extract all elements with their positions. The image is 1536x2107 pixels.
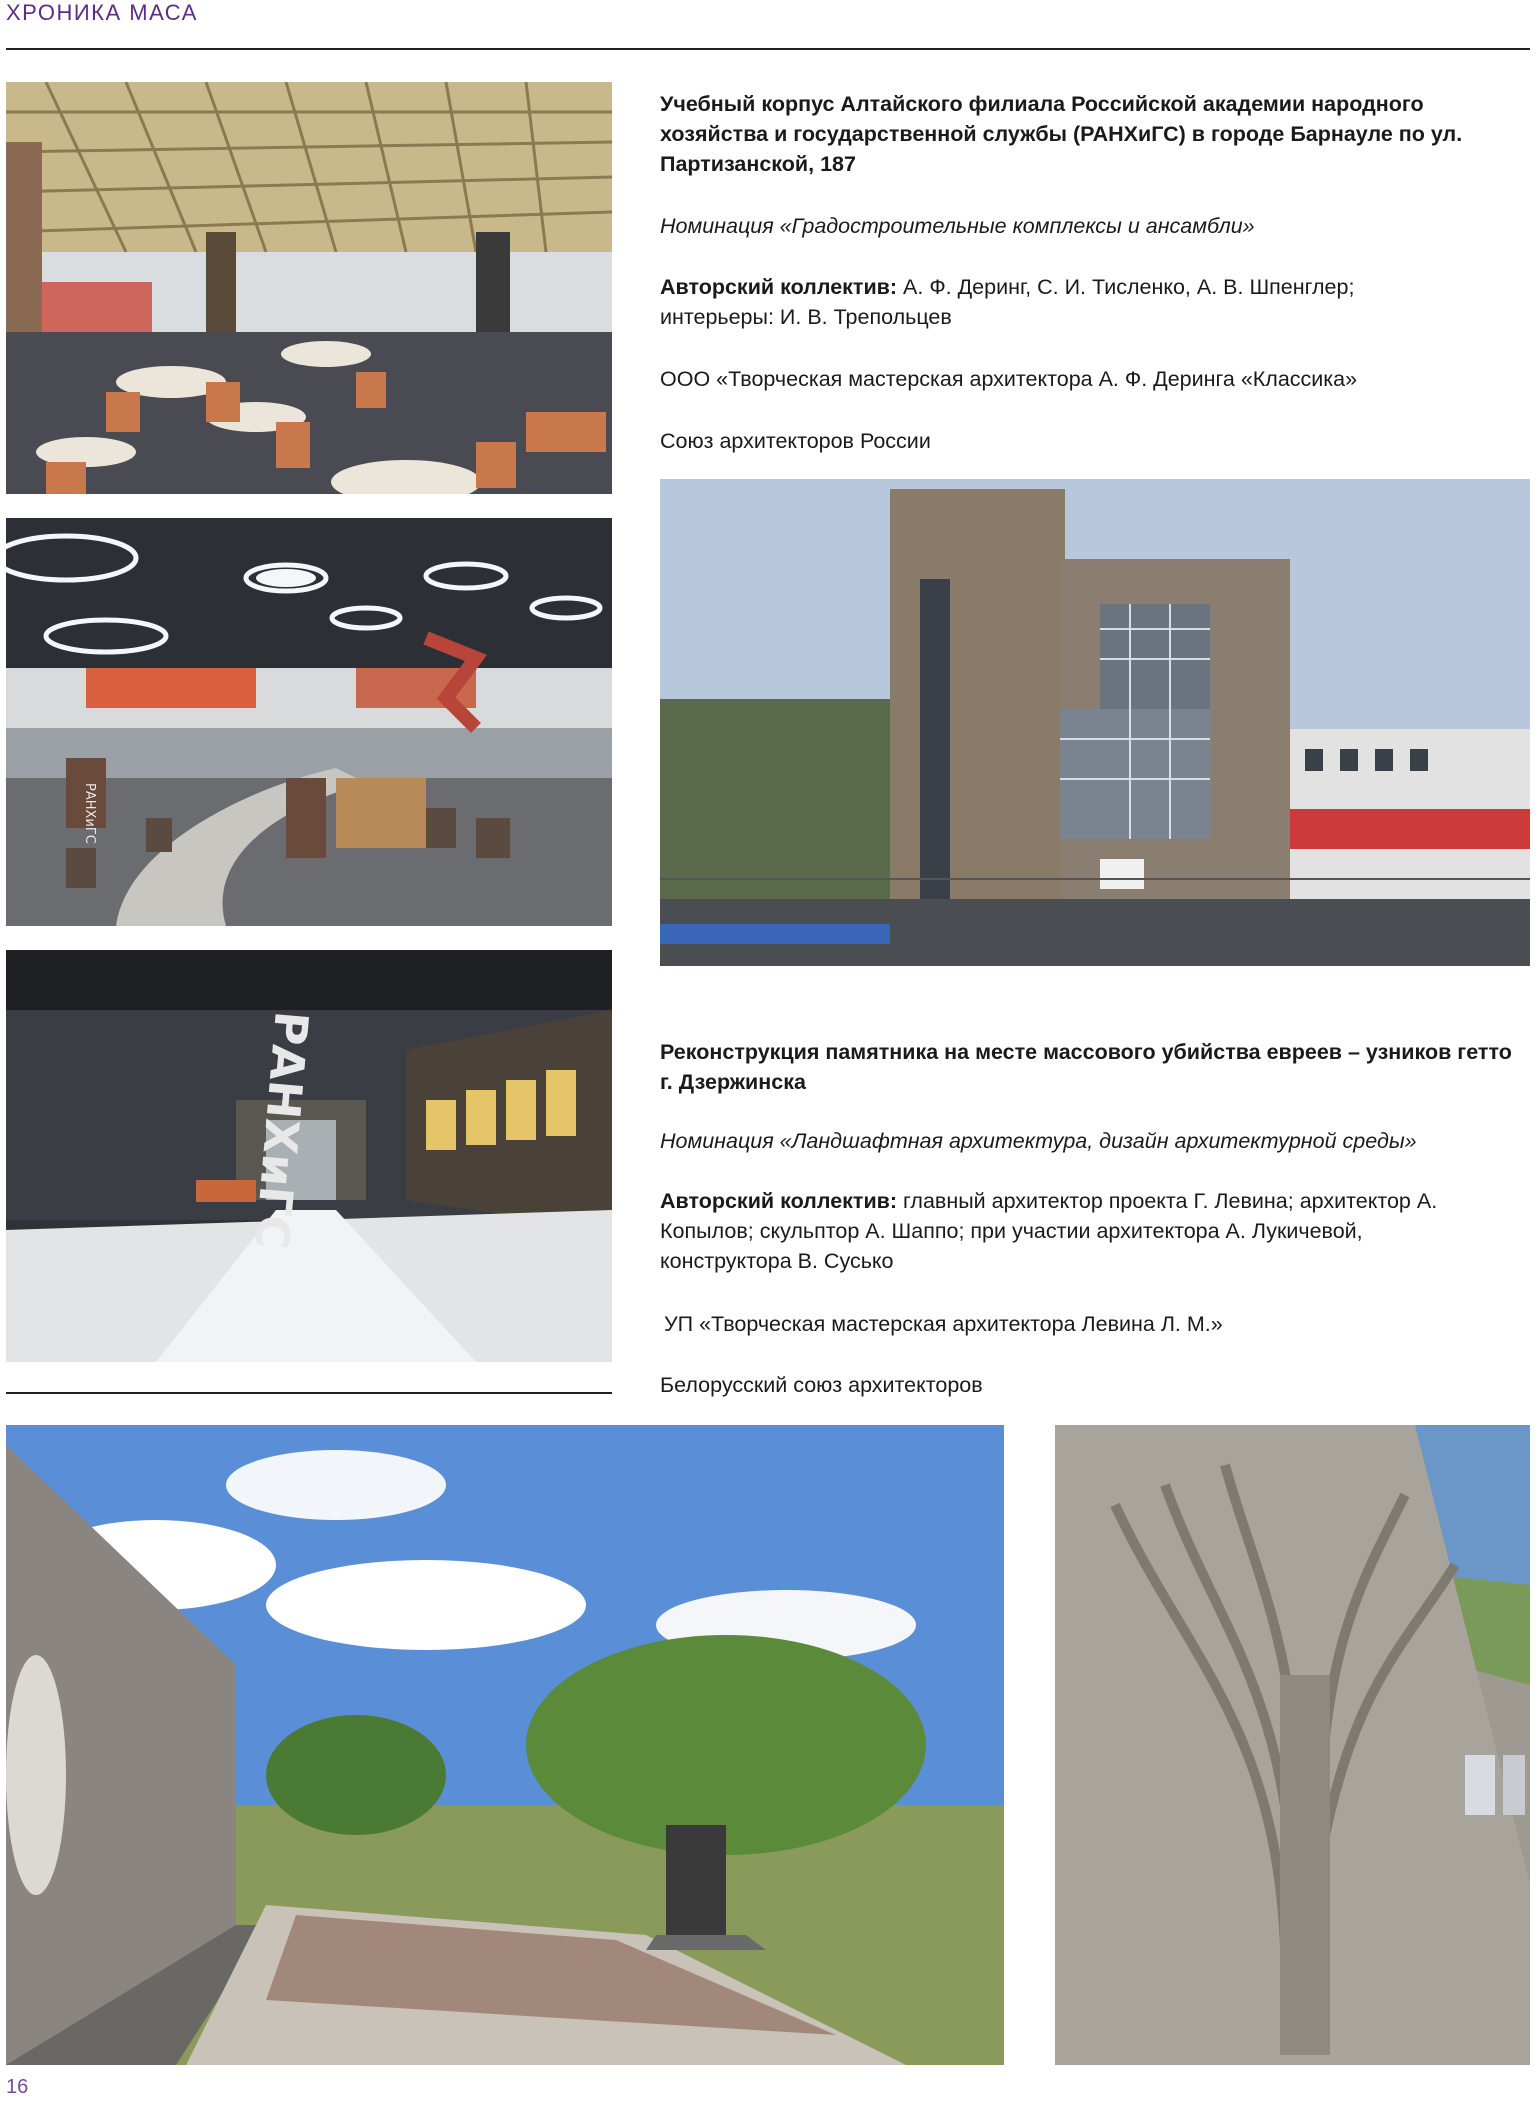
project2-authors — [660, 1186, 1490, 1276]
page-number: 16 — [6, 2076, 29, 2098]
project1-nomination: Номинация «Градостроительные комплексы и ансамбли» — [660, 214, 1255, 238]
project1-organization: ООО «Творческая мастерская архитектора А. Ф. Деринга «Классика» — [660, 367, 1358, 391]
photo-building-exterior — [660, 479, 1530, 966]
photo-memorial-wide — [6, 1425, 1004, 2065]
project2-organization: УП «Творческая мастерская архитектора Левина Л. М.» — [664, 1312, 1223, 1336]
project1-authors-list: А. Ф. Деринг, С. И. Тисленко, А. В. Шпенглер; интерьеры: И. В. Трепольцев — [660, 275, 1355, 329]
project1-authors — [660, 272, 1430, 332]
project1-authors-label: Авторский коллектив: — [660, 275, 898, 299]
project2-title: Реконструкция памятника на месте массового убийства евреев – узников гетто г. Дзержинска — [660, 1040, 1512, 1094]
header-divider — [6, 48, 1530, 50]
photo-memorial-relief — [1055, 1425, 1530, 2065]
photo-cafeteria — [6, 82, 612, 494]
photo-lecture-hall — [6, 518, 612, 926]
lobby-sign: РАНХиГС — [244, 1009, 319, 1252]
bottom-left-divider — [6, 1392, 612, 1394]
section-title: ХРОНИКА МАСА — [6, 0, 198, 25]
project2-authors-label: Авторский коллектив: — [660, 1189, 898, 1213]
project2-union: Белорусский союз архитекторов — [660, 1373, 983, 1397]
project1-title: Учебный корпус Алтайского филиала Российской академии народного хозяйства и государственной службы (РАНХиГС) в городе Барнауле по ул. Партизанской, 187 — [660, 92, 1463, 176]
photo-lobby — [6, 950, 612, 1362]
desk-sign: РАНХиГС — [82, 783, 97, 844]
project1-union: Союз архитекторов России — [660, 429, 931, 453]
project2-authors-list: главный архитектор проекта Г. Левина; архитектор А. Копылов; скульптор А. Шаппо; при участии архитектора А. Лукичевой, конструктора В. Сусько — [660, 1189, 1438, 1273]
project2-nomination: Номинация «Ландшафтная архитектура, дизайн архитектурной среды» — [660, 1129, 1417, 1153]
